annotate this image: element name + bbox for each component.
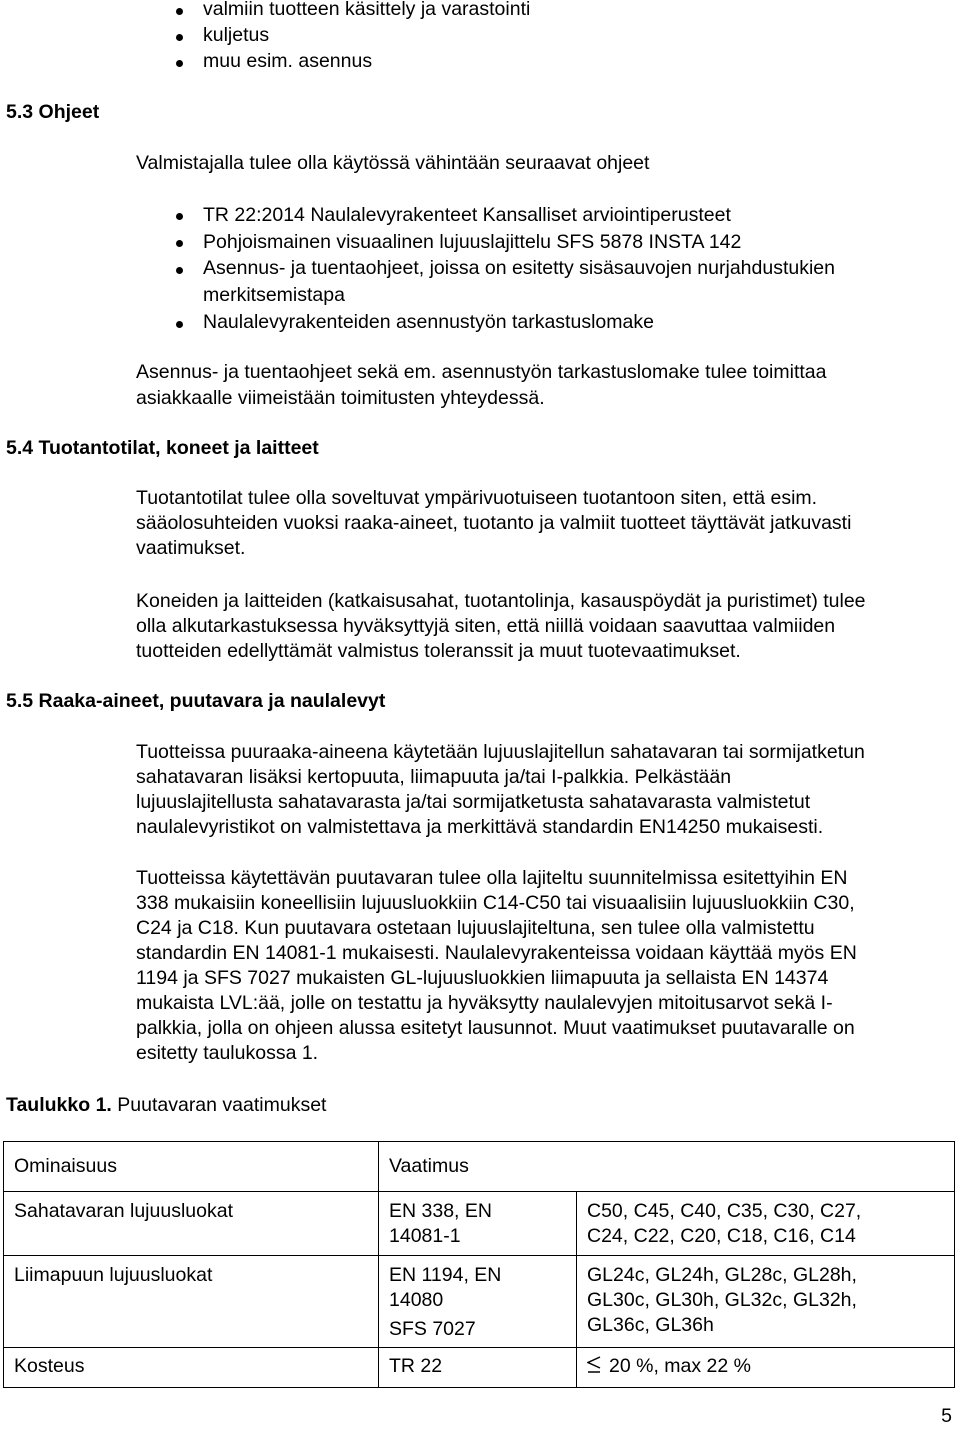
list-item: TR 22:2014 Naulalevyrakenteet Kansalliset arviointiperusteet xyxy=(203,204,731,226)
less-than-or-equal-icon xyxy=(587,1356,601,1374)
cell-text: GL36c, GL36h xyxy=(587,1314,714,1336)
text-line: sääolosuhteiden vuoksi raaka-aineet, tuotanto ja valmiit tuotteet täyttävät jatkuvasti xyxy=(136,512,852,534)
text-line: esitetty taulukossa 1. xyxy=(136,1042,319,1064)
table-caption-text: Puutavaran vaatimukset xyxy=(111,1094,327,1116)
table-header-cell xyxy=(379,1142,955,1192)
cell-text: EN 1194, EN xyxy=(389,1264,502,1286)
cell-text: C50, C45, C40, C35, C30, C27, xyxy=(587,1200,862,1222)
cell-text: 14080 xyxy=(389,1289,444,1311)
table-cell xyxy=(577,1192,955,1256)
cell-text: C24, C22, C20, C18, C16, C14 xyxy=(587,1225,856,1247)
list-item: Pohjoismainen visuaalinen lujuuslajittelu SFS 5878 INSTA 142 xyxy=(203,231,742,253)
cell-text: GL30c, GL30h, GL32c, GL32h, xyxy=(587,1289,857,1311)
list-item: kuljetus xyxy=(203,24,270,46)
table-cell xyxy=(4,1348,379,1388)
text-line: tuotteiden edellyttämät valmistus toleranssit ja muut tuotevaatimukset. xyxy=(136,640,741,662)
cell-text: 20 %, max 22 % xyxy=(609,1355,751,1377)
header-label: Ominaisuus xyxy=(14,1155,117,1177)
text-line: Asennus- ja tuentaohjeet sekä em. asennustyön tarkastuslomake tulee toimittaa xyxy=(136,361,827,383)
table-cell xyxy=(379,1256,577,1348)
table-caption-label: Taulukko 1. xyxy=(6,1094,112,1116)
cell-text: SFS 7027 xyxy=(389,1318,476,1340)
section-heading: 5.4 Tuotantotilat, koneet ja laitteet xyxy=(6,437,319,459)
table-cell xyxy=(4,1256,379,1348)
text-line: 1194 ja SFS 7027 mukaisten GL-lujuusluokkien liimapuuta ja sellaista EN 14374 xyxy=(136,967,829,989)
table-cell xyxy=(577,1256,955,1348)
table-caption xyxy=(6,1093,326,1117)
text-line: Koneiden ja laitteiden (katkaisusahat, tuotantolinja, kasauspöydät ja puristimet) tulee xyxy=(136,590,866,612)
cell-text: 14081-1 xyxy=(389,1225,461,1247)
section-heading: 5.5 Raaka-aineet, puutavara ja naulalevyt xyxy=(6,690,386,712)
cell-text: Kosteus xyxy=(14,1355,85,1377)
list-item: Naulalevyrakenteiden asennustyön tarkastuslomake xyxy=(203,311,654,333)
list-item: muu esim. asennus xyxy=(203,50,373,72)
cell-text: GL24c, GL24h, GL28c, GL28h, xyxy=(587,1264,857,1286)
table-header-row xyxy=(4,1142,955,1192)
cell-text: Sahatavaran lujuusluokat xyxy=(14,1200,233,1222)
text-line: palkkia, jolla on ohjeen alussa esitetyt lausunnot. Muut vaatimukset puutavaralle on xyxy=(136,1017,855,1039)
bullet-icon xyxy=(176,34,183,41)
text-line: C24 ja C18. Kun puutavara ostetaan lujuuslajiteltuna, sen tulee olla valmistettu xyxy=(136,917,815,939)
list-item: valmiin tuotteen käsittely ja varastointi xyxy=(203,0,531,20)
list-item: Asennus- ja tuentaohjeet, joissa on esitetty sisäsauvojen nurjahdustukien xyxy=(203,257,835,279)
table-cell xyxy=(577,1348,955,1388)
cell-text: EN 338, EN xyxy=(389,1200,492,1222)
page-number: 5 xyxy=(941,1405,952,1427)
text-line: sahatavaran lisäksi kertopuuta, liimapuuta ja/tai I-palkkia. Pelkästään xyxy=(136,766,732,788)
table-cell xyxy=(379,1192,577,1256)
bullet-icon xyxy=(176,213,183,220)
list-item-continuation: merkitsemistapa xyxy=(203,284,345,306)
cell-text: Liimapuun lujuusluokat xyxy=(14,1264,213,1286)
text-line: Tuotteissa puuraaka-aineena käytetään lujuuslajitellun sahatavaran tai sormijatketun xyxy=(136,741,865,763)
cell-text-with-symbol xyxy=(587,1354,954,1379)
bullet-icon xyxy=(176,60,183,67)
header-label: Vaatimus xyxy=(389,1155,469,1177)
text-line: lujuuslajitellusta sahatavarasta ja/tai sormijatketusta sahatavarasta valmistetut xyxy=(136,791,811,813)
section-heading: 5.3 Ohjeet xyxy=(6,101,100,123)
bullet-icon xyxy=(176,240,183,247)
text-line: asiakkaalle viimeistään toimitusten yhteydessä. xyxy=(136,387,545,409)
cell-text: TR 22 xyxy=(389,1355,443,1377)
bullet-icon xyxy=(176,267,183,274)
text-line: olla alkutarkastuksessa hyväksyttyjä siten, että niillä voidaan saavuttaa valmiiden xyxy=(136,615,836,637)
table-header-cell xyxy=(4,1142,379,1192)
text-line: vaatimukset. xyxy=(136,537,246,559)
bullet-icon xyxy=(176,321,183,328)
text-line: Tuotteissa käytettävän puutavaran tulee olla lajiteltu suunnitelmissa esitettyihin EN xyxy=(136,867,848,889)
text-line: mukaista LVL:ää, jolle on testattu ja hyväksytty naulalevyjen mitoitusarvot sekä I- xyxy=(136,992,833,1014)
paragraph: Valmistajalla tulee olla käytössä vähintään seuraavat ohjeet xyxy=(136,152,650,174)
table-row xyxy=(4,1192,955,1256)
text-line: 338 mukaisiin koneellisiin lujuusluokkiin C14-C50 tai visuaalisiin lujuusluokkiin C30, xyxy=(136,892,855,914)
text-line: naulalevyristikot on valmistettava ja merkittävä standardin EN14250 mukaisesti. xyxy=(136,816,824,838)
table-cell xyxy=(4,1192,379,1256)
table-row xyxy=(4,1256,955,1348)
requirements-table xyxy=(3,1141,955,1388)
table-cell xyxy=(379,1348,577,1388)
text-line: standardin EN 14081-1 mukaisesti. Naulalevyrakenteissa voidaan käyttää myös EN xyxy=(136,942,857,964)
table-row xyxy=(4,1348,955,1388)
bullet-icon xyxy=(176,8,183,15)
text-line: Tuotantotilat tulee olla soveltuvat ympärivuotuiseen tuotantoon siten, että esim. xyxy=(136,487,818,509)
